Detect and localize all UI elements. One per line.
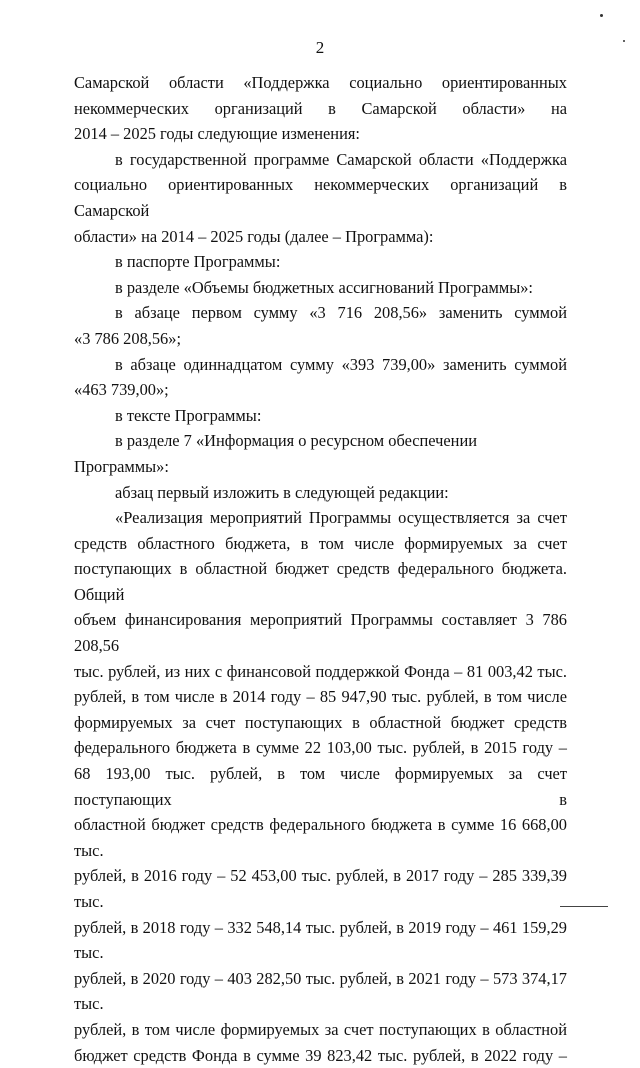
scan-edge-line — [560, 906, 608, 907]
document-body — [74, 70, 567, 1068]
text-line: поступающих в областной бюджет средств федерального бюджета. Общий — [74, 559, 567, 604]
text-line: бюджет средств Фонда в сумме 39 823,42 тыс. рублей, в 2022 году – — [74, 1045, 567, 1065]
text-line: области» на 2014 – 2025 годы (далее – Программа): — [74, 226, 434, 246]
text-line: в абзаце первом сумму «3 716 208,56» заменить суммой — [115, 303, 567, 323]
text-line: в абзаце одиннадцатом сумму «393 739,00» заменить суммой — [115, 354, 567, 374]
text-line: рублей, в том числе формируемых за счет поступающих в областной — [74, 1019, 567, 1039]
text-line: некоммерческих организаций в Самарской области» на — [74, 98, 567, 118]
text-line: в тексте Программы: — [115, 405, 262, 425]
text-line: 68 193,00 тыс. рублей, в том числе формируемых за счет поступающих в — [74, 764, 567, 809]
scan-speck — [600, 14, 603, 17]
paragraph-program-text — [74, 403, 567, 429]
paragraph-passport — [74, 249, 567, 275]
paragraph-first-amount — [74, 300, 567, 351]
paragraph-intro-continuation — [74, 70, 567, 147]
text-line: абзац первый изложить в следующей редакции: — [115, 482, 449, 502]
paragraph-quoted-financing — [74, 505, 567, 1068]
text-line: «3 786 208,56»; — [74, 328, 181, 348]
text-line: рублей, в 2016 году – 52 453,00 тыс. рублей, в 2017 году – 285 339,39 тыс. — [74, 866, 567, 911]
text-line: «Реализация мероприятий Программы осуществляется за счет — [115, 508, 567, 528]
paragraph-first-abzac — [74, 480, 567, 506]
paragraph-budget-section — [74, 275, 567, 301]
text-line: в паспорте Программы: — [115, 252, 281, 272]
text-line: «463 739,00»; — [74, 380, 169, 400]
text-line: тыс. рублей, из них с финансовой поддержкой Фонда – 81 003,42 тыс. — [74, 661, 567, 681]
text-line: рублей, в том числе в 2014 году – 85 947,90 тыс. рублей, в том числе — [74, 687, 567, 707]
paragraph-state-program — [74, 147, 567, 249]
text-line: в разделе «Объемы бюджетных ассигнований Программы»: — [115, 277, 533, 297]
text-line: Самарской области «Поддержка социально ориентированных — [74, 73, 567, 92]
text-line: средств областного бюджета, в том числе формируемых за счет — [74, 533, 567, 553]
paragraph-section-7 — [74, 428, 567, 479]
scan-speck — [623, 40, 625, 42]
text-line: рублей, в 2018 году – 332 548,14 тыс. рублей, в 2019 году – 461 159,29 тыс. — [74, 917, 567, 963]
text-line: рублей, в 2020 году – 403 282,50 тыс. рублей, в 2021 году – 573 374,17 тыс. — [74, 968, 567, 1014]
text-line: социально ориентированных некоммерческих организаций в Самарской — [74, 175, 567, 220]
page-number: 2 — [315, 38, 325, 57]
text-line: объем финансирования мероприятий Программы составляет 3 786 208,56 — [74, 610, 567, 656]
text-line: формируемых за счет поступающих в областной бюджет средств — [74, 712, 567, 732]
paragraph-eleventh-amount — [74, 352, 567, 403]
text-line: федерального бюджета в сумме 22 103,00 тыс. рублей, в 2015 году – — [74, 738, 567, 758]
text-line: 2014 – 2025 годы следующие изменения: — [74, 124, 360, 144]
text-line: областной бюджет средств федерального бюджета в сумме 16 668,00 тыс. — [74, 815, 567, 860]
text-line: в разделе 7 «Информация о ресурсном обеспечении Программы»: — [74, 431, 477, 476]
text-line: в государственной программе Самарской области «Поддержка — [115, 149, 567, 169]
